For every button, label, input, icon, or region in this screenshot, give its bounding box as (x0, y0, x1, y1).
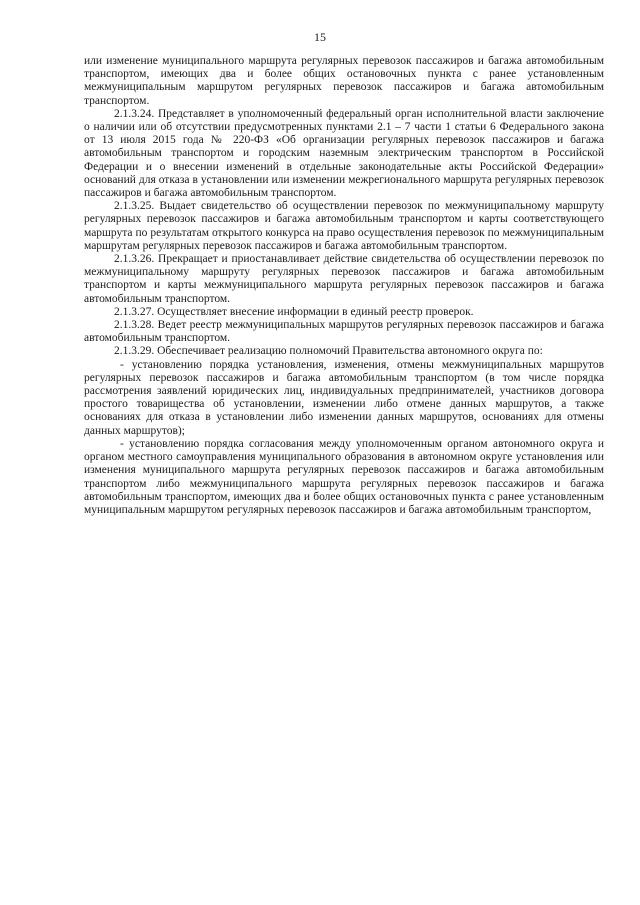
clause-2-1-3-28: 2.1.3.28. Ведет реестр межмуниципальных маршрутов регулярных перевозок пассажиров и багажа автомобильным транспортом. (84, 319, 604, 345)
list-item-routes-procedure: - установлению порядка установления, изменения, отмены межмуниципальных маршрутов регулярных перевозок пассажиров и багажа автомобильным транспортом (в том числе порядка рассмотрения заявлений юридических лиц, индивидуальных предпринимателей, участников договора простого товарищества об установлении, изменении либо отмене данных маршрутов, а также основаниях для отказа в установлении либо изменении данных маршрутов, основаниях для отмены данных маршрутов); (84, 358, 604, 437)
clause-2-1-3-25: 2.1.3.25. Выдает свидетельство об осуществлении перевозок по межмуниципальному маршруту регулярных перевозок пассажиров и багажа автомобильным транспортом и карты соответствующего маршрута по результатам открытого конкурса на право осуществления перевозок по межмуниципальным маршрутам регулярных перевозок пассажиров и багажа автомобильным транспортом. (84, 200, 604, 252)
clause-2-1-3-24: 2.1.3.24. Представляет в уполномоченный федеральный орган исполнительной власти заключение о наличии или об отсутствии предусмотренных пунктами 2.1 – 7 части 1 статьи 6 Федерального закона от 13 июля 2015 года № 220-ФЗ «Об организации регулярных перевозок пассажиров и багажа автомобильным транспортом и городским наземным электрическим транспортом в Российской Федерации и о внесении изменений в отдельные законодательные акты Российской Федерации» оснований для отказа в установлении или изменении межрегионального маршрута регулярных перевозок пассажиров и багажа автомобильным транспортом. (84, 107, 604, 200)
document-body (84, 55, 604, 517)
page-number: 15 (314, 30, 326, 44)
list-item-coordination-procedure: - установлению порядка согласования между уполномоченным органом автономного округа и органом местного самоуправления муниципального образования в автономном округе установления или изменения муниципального маршрута регулярных перевозок пассажиров и багажа автомобильным транспортом либо межмуниципального маршрута регулярных перевозок пассажиров и багажа автомобильным транспортом, имеющих два и более общих остановочных пункта с ранее установленным муниципальным маршрутом регулярных перевозок пассажиров и багажа автомобильным транспортом, (84, 437, 604, 516)
clause-2-1-3-26: 2.1.3.26. Прекращает и приостанавливает действие свидетельства об осуществлении перевозок по межмуниципальному маршруту регулярных перевозок пассажиров и багажа автомобильным транспортом и карты межмуниципального маршрута регулярных перевозок пассажиров и багажа автомобильным транспортом. (84, 253, 604, 305)
clause-2-1-3-27: 2.1.3.27. Осуществляет внесение информации в единый реестр проверок. (114, 305, 474, 318)
clause-2-1-3-29: 2.1.3.29. Обеспечивает реализацию полномочий Правительства автономного округа по: (114, 345, 543, 358)
paragraph-continuation: или изменение муниципального маршрута регулярных перевозок пассажиров и багажа автомобильным транспортом, имеющих два и более общих остановочных пункта с ранее установленным межмуниципальным маршрутом регулярных перевозок пассажиров и багажа автомобильным транспортом. (84, 55, 604, 107)
